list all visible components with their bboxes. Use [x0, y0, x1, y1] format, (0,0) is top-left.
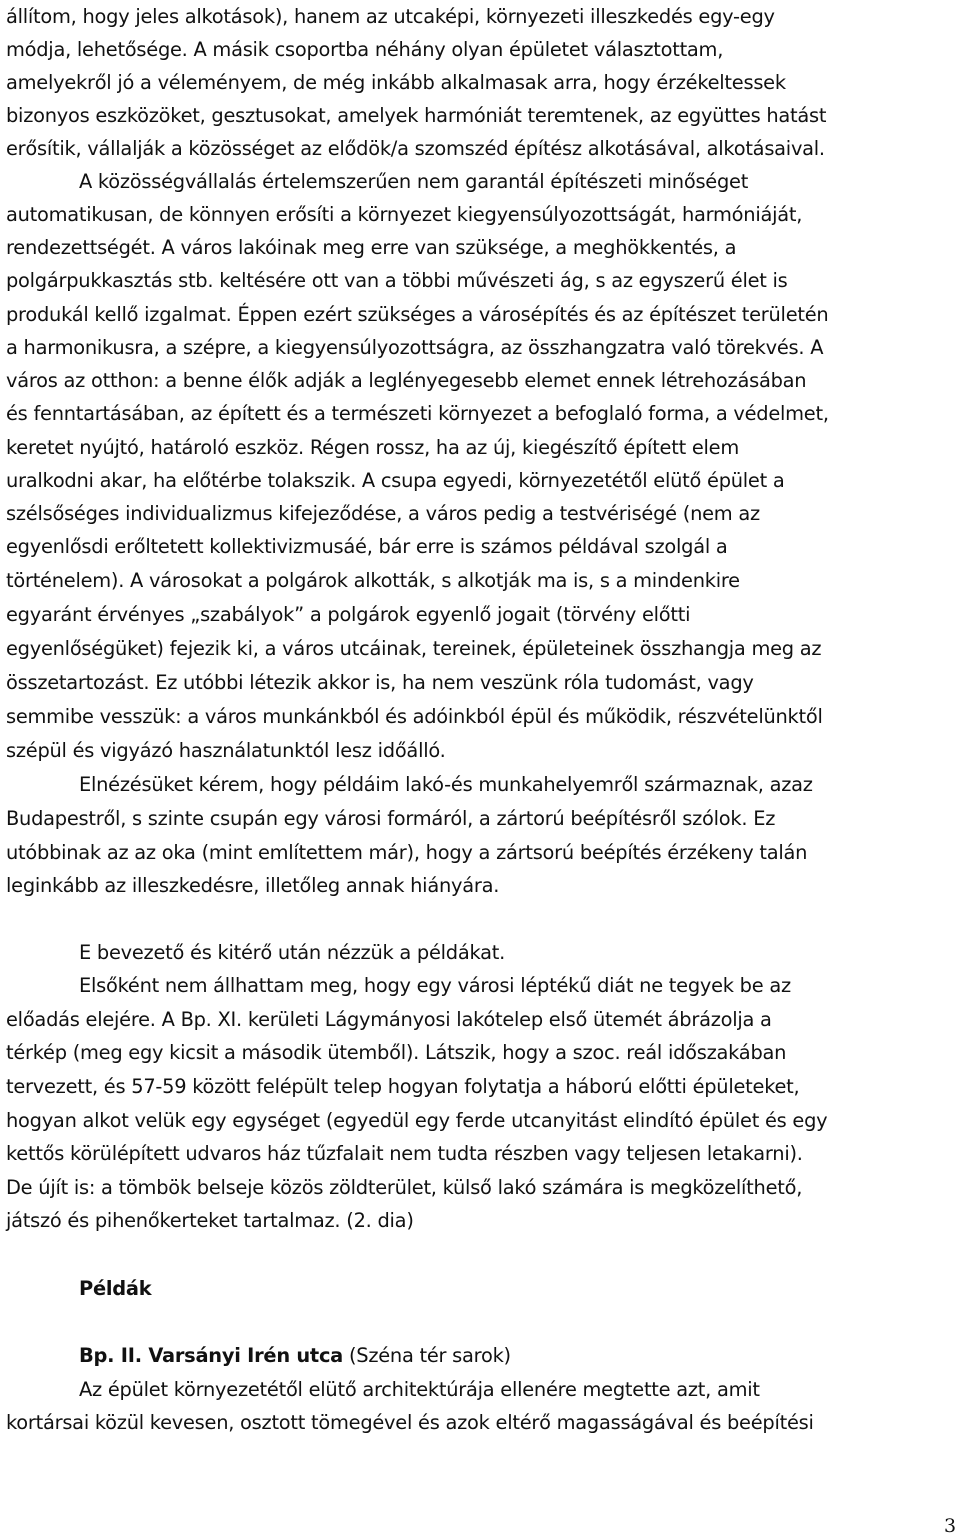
text-line: egyaránt érvényes „szabályok” a polgárok egyenlő jogait (törvény előtti [6, 603, 691, 626]
text-line: keretet nyújtó, határoló eszköz. Régen rossz, ha az új, kiegészítő épített elem [6, 436, 739, 459]
text-line: automatikusan, de könnyen erősíti a környezet kiegyensúlyozottságát, harmóniáját, [6, 203, 803, 226]
text-line: utóbbinak az az oka (mint említettem már), hogy a zártsorú beépítés érzékeny talán [6, 841, 808, 864]
text-line: összetartozást. Ez utóbbi létezik akkor is, ha nem veszünk róla tudomást, vagy [6, 671, 754, 694]
text-line: produkál kellő izgalmat. Éppen ezért szükséges a városépítés és az építészet területén [6, 303, 829, 326]
example-title [79, 1339, 956, 1372]
text-line: szépül és vigyázó használatunktól lesz időálló. [6, 739, 446, 762]
text-line: semmibe vesszük: a város munkánkból és adóinkból épül és működik, részvételünktől [6, 705, 823, 728]
text-line: bizonyos eszközöket, gesztusokat, amelyek harmóniát teremtenek, az együttes hatást [6, 104, 827, 127]
text-line: tervezett, és 57-59 között felépült telep hogyan folytatja a háború előtti épületeket, [6, 1075, 800, 1098]
text-line: kortársai közül kevesen, osztott tömegével és azok eltérő magasságával és beépítési [6, 1411, 814, 1434]
text-line: Elsőként nem állhattam meg, hogy egy városi léptékű diát ne tegyek be az [79, 974, 791, 997]
text-line: De újít is: a tömbök belseje közös zöldterület, külső lakó számára is megközelíthető, [6, 1176, 803, 1199]
text-line: E bevezető és kitérő után nézzük a példákat. [79, 941, 506, 964]
text-line: hogyan alkot velük egy egységet (egyedül egy ferde utcanyitást elindító épület és egy [6, 1109, 828, 1132]
example-title-bold: Bp. II. Varsányi Irén utca [79, 1344, 344, 1367]
text-line: A közösségvállalás értelemszerűen nem garantál építészeti minőséget [79, 170, 749, 193]
text-line: egyenlősdi erőltetett kollektivizmusáé, bár erre is számos példával szolgál a [6, 535, 728, 558]
text-line: történelem). A városokat a polgárok alkották, s alkotják ma is, s a mindenkire [6, 569, 740, 592]
text-line: térkép (meg egy kicsit a második ütemből). Látszik, hogy a szoc. reál időszakában [6, 1041, 787, 1064]
text-line: rendezettségét. A város lakóinak meg erre van szüksége, a meghökkentés, a [6, 236, 737, 259]
text-line: város az otthon: a benne élők adják a leglényegesebb elemet ennek létrehozásában [6, 369, 807, 392]
text-line: előadás elejére. A Bp. XI. kerületi Lágymányosi lakótelep első ütemét ábrázolja a [6, 1008, 772, 1031]
text-line: uralkodni akar, ha előtérbe tolakszik. A csupa egyedi, környezetétől elütő épület a [6, 469, 785, 492]
text-line: szélsőséges individualizmus kifejeződése, a város pedig a testvériségé (nem az [6, 502, 760, 525]
text-line: amelyekről jó a véleményem, de még inkább alkalmasak arra, hogy érzékeltessek [6, 71, 786, 94]
text-line: Az épület környezetétől elütő architektúrája ellenére megtette azt, amit [79, 1378, 760, 1401]
text-line: egyenlőségüket) fejezik ki, a város utcáinak, tereinek, épületeinek összhangja meg az [6, 637, 822, 660]
text-line: a harmonikusra, a szépre, a kiegyensúlyozottságra, az összhangzatra való törekvés. A [6, 336, 824, 359]
text-line: Elnézésüket kérem, hogy példáim lakó-és munkahelyemről származnak, azaz [79, 773, 813, 796]
text-line: és fenntartásában, az épített és a természeti környezet a befoglaló forma, a védelmet, [6, 402, 829, 425]
text-line: állítom, hogy jeles alkotások), hanem az utcaképi, környezeti illeszkedés egy-egy [6, 5, 775, 28]
text-line: kettős körülépített udvaros ház tűzfalait nem tudta részben vagy teljesen letakarni). [6, 1142, 803, 1165]
section-heading: Példák [79, 1277, 152, 1300]
text-line: leginkább az illeszkedésre, illetőleg annak hiányára. [6, 874, 500, 897]
text-line: módja, lehetősége. A másik csoportba néhány olyan épületet választottam, [6, 38, 724, 61]
text-line: Budapestről, s szinte csupán egy városi formáról, a zártorú beépítésről szólok. Ez [6, 807, 776, 830]
page-number: 3 [944, 1515, 957, 1537]
text-line: játszó és pihenőkerteket tartalmaz. (2. dia) [6, 1209, 414, 1232]
text-line: erősítik, vállalják a közösséget az elődök/a szomszéd építész alkotásával, alkotásaival. [6, 137, 825, 160]
example-title-rest: (Széna tér sarok) [343, 1344, 511, 1367]
text-line: polgárpukkasztás stb. keltésére ott van a többi művészeti ág, s az egyszerű élet is [6, 269, 788, 292]
